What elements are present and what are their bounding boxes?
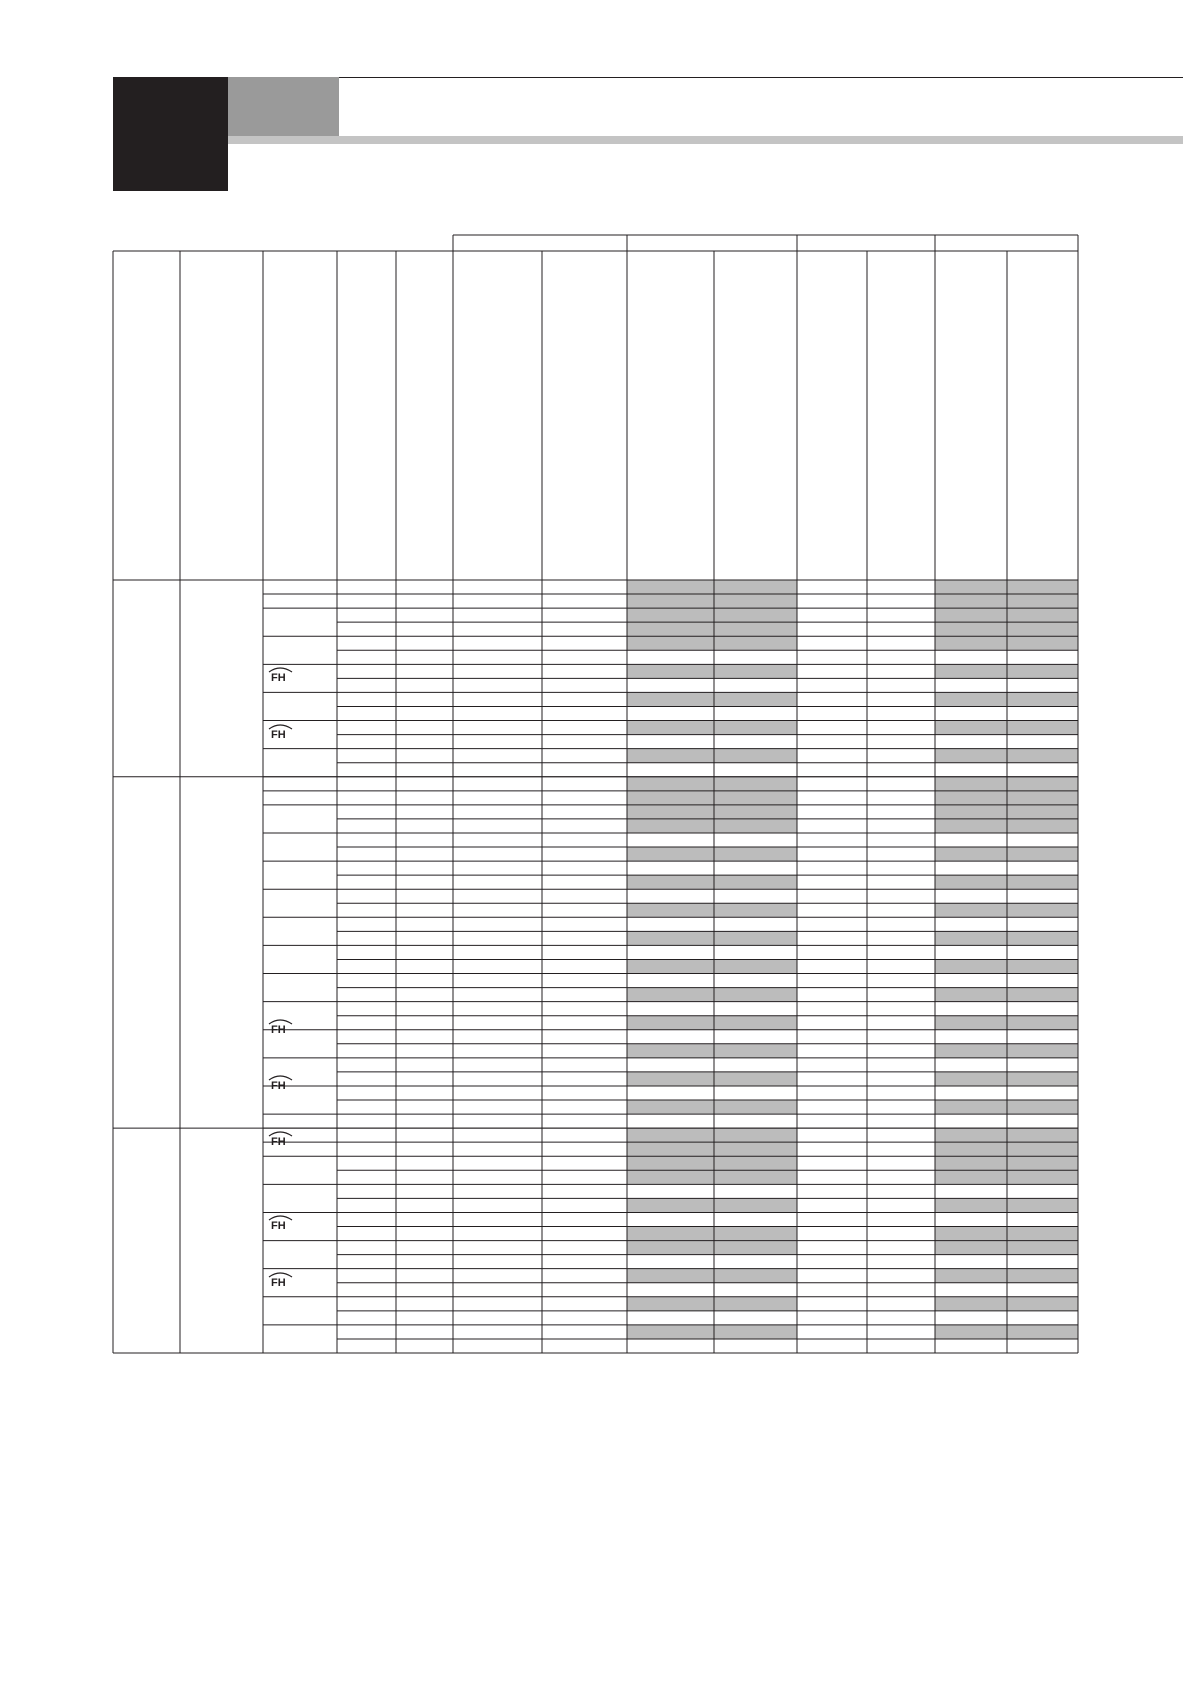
shaded-cell	[627, 903, 797, 917]
shaded-cell	[627, 594, 797, 608]
shaded-cell	[627, 1100, 797, 1114]
svg-text:FH: FH	[271, 728, 286, 740]
svg-text:FH: FH	[271, 1136, 286, 1148]
shaded-cell	[627, 1044, 797, 1058]
fh-logo-icon	[266, 665, 296, 683]
fh-logo-icon	[266, 1213, 296, 1231]
svg-text:FH: FH	[271, 672, 286, 684]
shaded-cell	[627, 1269, 797, 1283]
shaded-cell	[627, 819, 797, 833]
svg-text:FH: FH	[271, 1079, 286, 1091]
shaded-cell	[627, 580, 797, 594]
shaded-cell	[627, 805, 797, 819]
shaded-cell	[627, 1198, 797, 1212]
shaded-cell	[627, 664, 797, 678]
shaded-cell	[627, 608, 797, 622]
shaded-cell	[627, 847, 797, 861]
shaded-cell	[627, 959, 797, 973]
shaded-cell	[627, 1128, 797, 1142]
fh-logo-icon	[266, 1129, 296, 1147]
svg-text:FH: FH	[271, 1276, 286, 1288]
shaded-cell	[627, 636, 797, 650]
svg-text:FH: FH	[271, 1220, 286, 1232]
shaded-cell	[627, 1142, 797, 1156]
shaded-cell	[627, 1072, 797, 1086]
shaded-cell	[627, 622, 797, 636]
shaded-cell	[627, 1325, 797, 1339]
shaded-cell	[627, 988, 797, 1002]
fh-logo-icon	[266, 722, 296, 740]
shaded-cell	[627, 721, 797, 735]
fh-logo-icon	[266, 1270, 296, 1288]
shaded-cell	[627, 692, 797, 706]
shaded-cell	[627, 1241, 797, 1255]
shaded-cell	[627, 1170, 797, 1184]
svg-text:FH: FH	[271, 1023, 286, 1035]
shaded-cell	[627, 931, 797, 945]
shaded-cell	[627, 791, 797, 805]
shaded-cell	[627, 875, 797, 889]
shaded-cell	[627, 777, 797, 791]
fh-logo-icon	[266, 1017, 296, 1035]
fh-logo-icon	[266, 1073, 296, 1091]
shaded-cell	[627, 749, 797, 763]
shaded-cell	[627, 1297, 797, 1311]
shaded-cell	[627, 1016, 797, 1030]
shaded-cell	[627, 1156, 797, 1170]
shaded-cell	[627, 1227, 797, 1241]
